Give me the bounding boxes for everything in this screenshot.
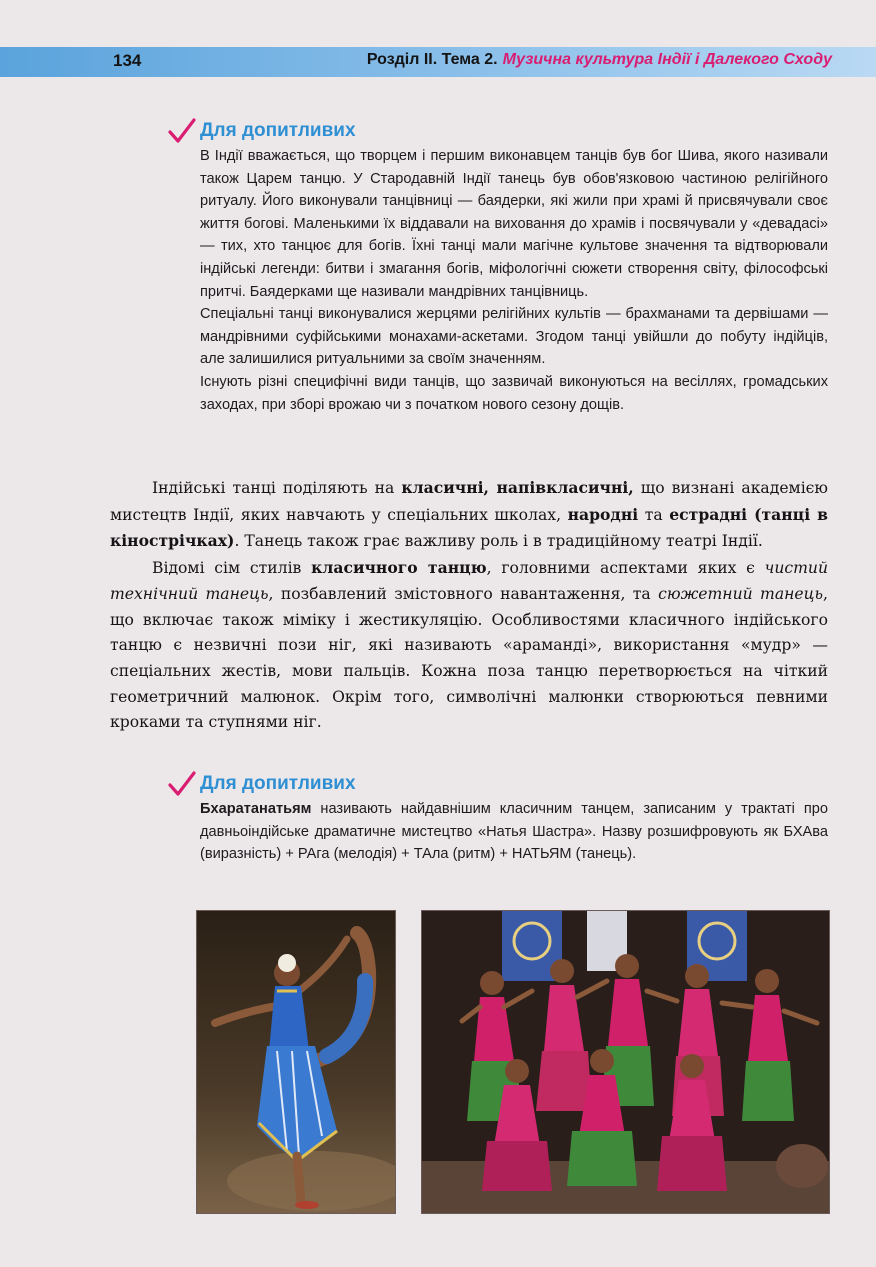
running-head [367, 51, 832, 69]
checkmark-icon [168, 771, 196, 797]
term-folk: народні [567, 504, 639, 524]
sidebox-title: Для допитливих [200, 120, 356, 141]
sidebox-heading-1 [168, 118, 356, 144]
section-label: Розділ ІІ. Тема 2. [366, 51, 498, 68]
sidebox-paragraph: Спеціальні танці виконувалися жерцями релігійних культів — брахманами та дервішами — мандрівними суфійськими монахами-аскетами. Згодом танці увійшли до побуту індійців, але залишилися ритуальними за своїм значенням. [200, 306, 828, 368]
solo-dancer-photo [196, 910, 396, 1214]
term-pop: естрадні (танці в кінострічках) [110, 504, 828, 551]
sidebox-paragraph: Існують різні специфічні види танців, що зазвичай виконуються на весіллях, громадських заходах, при зборі врожаю чи з початком нового сезону дощів. [200, 373, 828, 413]
sidebox-title: Для допитливих [200, 773, 356, 794]
sidebox-paragraph: Бхаратанатьям називають найдавнішим класичним танцем, записаним у трактаті про давньоіндійське драматичне мистецтво «Натья Шастра». Назву розшифровують як БХАва (виразність) + РАга (мелодія) + ТАла (ритм) + НАТЬЯМ (танець). [200, 801, 828, 863]
term-classical-dance: класичного танцю [311, 558, 487, 578]
term-pure-dance: чистий технічний танець [110, 559, 828, 603]
page-number: 134 [113, 51, 142, 70]
term-bharatanatyam: Бхаратанатьям [200, 801, 312, 817]
sidebox-heading-2 [168, 771, 356, 797]
term-classical: класичні, напівкласичні, [401, 478, 634, 497]
sidebox-paragraph: В Індії вважається, що творцем і першим виконавцем танців був бог Шива, якого називали також Царем танцю. У Стародавній Індії танець був обов'язковою частиною релігійного ритуалу. Його виконували танцівниці — баядерки, які жили при храмі й присвячували своє життя богові. Маленькими їх віддавали на виховання до храмів і посвячували у «девадасі» — тих, хто танцює для богів. Їхні танці мали магічне культове значення та відтворювали індійські легенди: битви і змагання богів, міфологічні сюжети створення світу, філософські притчі. Баядерками ще називали мандрівних танцівниць. [200, 148, 828, 300]
term-story-dance: сюжетний танець [658, 584, 824, 603]
topic-title: Музична культура Індії і Далекого Сходу [502, 51, 832, 68]
dance-group-photo [421, 910, 830, 1214]
main-paragraph: Індійські танці поділяють на класичні, напівкласичні, що визнані академією мистецтв Індії, яких навчають у спеціальних школах, народні та естрадні (танці в кінострічках). Танець також грає важливу роль і в традиційному театрі Індії. [110, 478, 828, 551]
sidebox-text-1 [200, 145, 828, 416]
main-paragraph: Відомі сім стилів класичного танцю, головними аспектами яких є чистий технічний танець, позбавлений змістовного навантаження, та сюжетний танець, що включає також міміку і жестикуляцію. Особливостями класичного індійського танцю є незвичні пози ніг, які називають «араманді», використання «мудр» — спеціальних жестів, мови пальців. Кожна поза танцю перетворюється на чіткий геометричний малюнок. Окрім того, символічні малюнки створюються певними кроками та ступнями ніг. [110, 558, 828, 732]
checkmark-icon [168, 118, 196, 144]
sidebox-text-2 [200, 798, 828, 866]
main-text [110, 475, 828, 736]
